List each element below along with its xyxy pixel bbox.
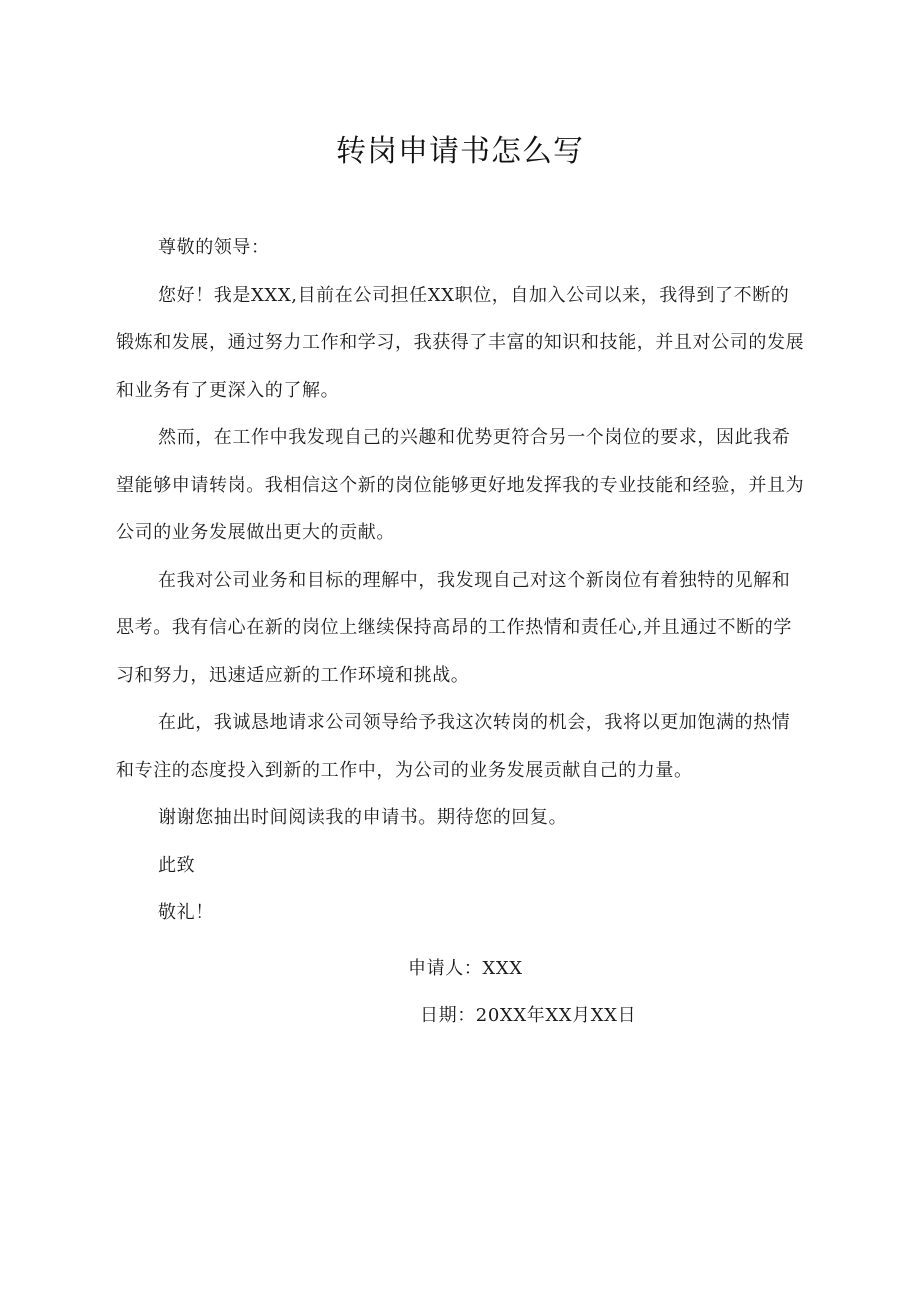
paragraph-5: 谢谢您抽出时间阅读我的申请书。期待您的回复。 [158,807,568,828]
paragraph-3: 在我对公司业务和目标的理解中，我发现自己对这个新岗位有着独特的见解和思考。我有信心在新的岗位上继续保持高昂的工作热情和责任心,并且通过不断的学习和努力，迅速适应新的工作环境和挑战。 [116,569,792,686]
applicant-signature: 申请人：XXX [408,958,523,979]
letter-body [116,224,806,937]
paragraph-4: 在此，我诚恳地请求公司领导给予我这次转岗的机会，我将以更加饱满的热情和专注的态度投入到新的工作中，为公司的业务发展贡献自己的力量。 [116,712,791,781]
paragraph-1: 您好！我是XXX,目前在公司担任XX职位，自加入公司以来，我得到了不断的锻炼和发展，通过努力工作和学习，我获得了丰富的知识和技能，并且对公司的发展和业务有了更深入的了解。 [116,284,805,401]
salutation: 尊敬的领导： [158,237,270,258]
closing-line-2: 敬礼！ [158,902,214,923]
closing-line-1: 此致 [158,854,196,876]
document-title: 转岗申请书怎么写 [336,134,584,169]
signature-date: 日期：20XX年XX月XX日 [420,1005,637,1026]
paragraph-2: 然而，在工作中我发现自己的兴趣和优势更符合另一个岗位的要求，因此我希望能够申请转岗。我相信这个新的岗位能够更好地发挥我的专业技能和经验，并且为公司的业务发展做出更大的贡献。 [116,427,805,543]
